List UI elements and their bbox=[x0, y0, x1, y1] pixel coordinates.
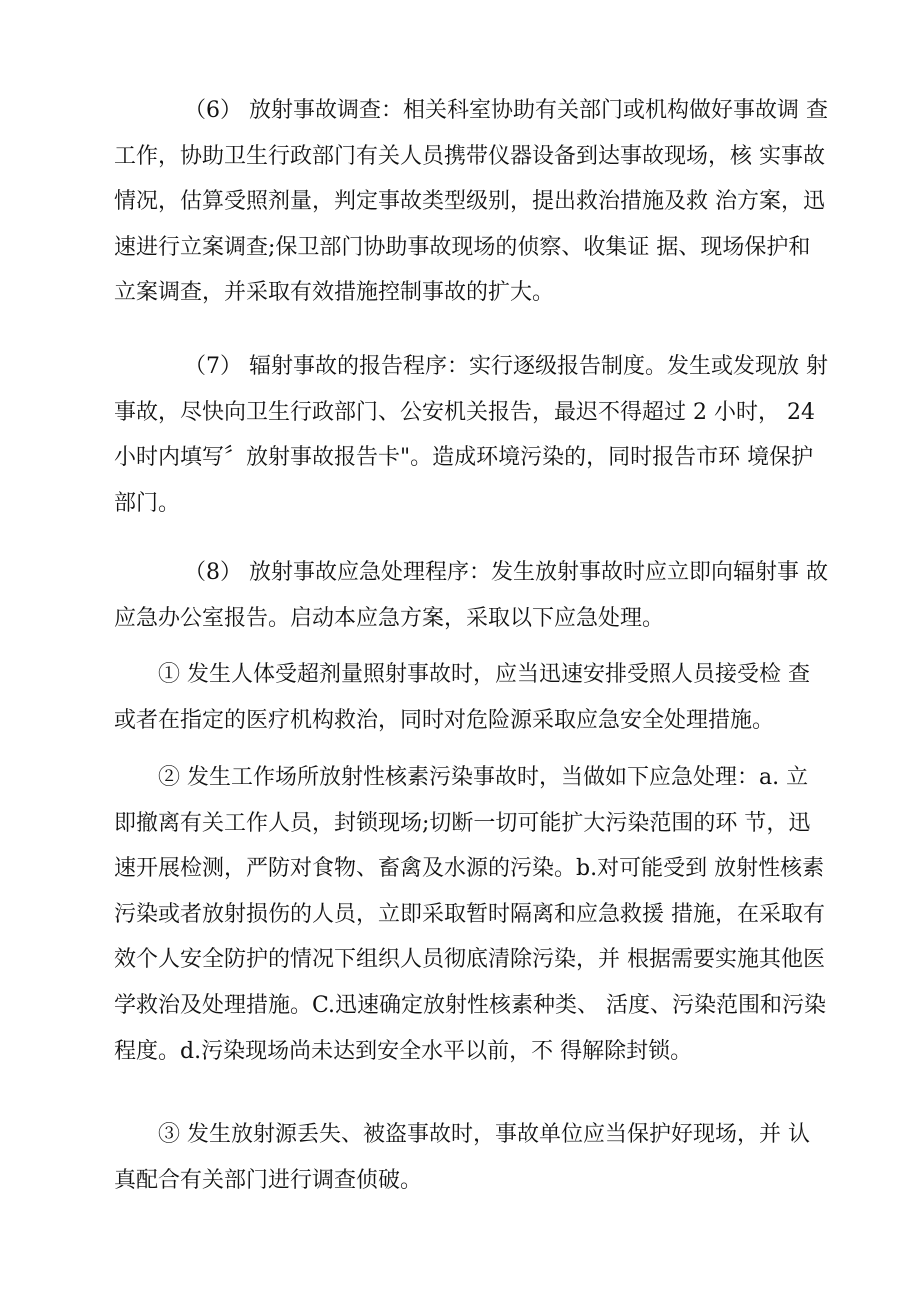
paragraph-item-8-1 bbox=[114, 652, 814, 743]
text-line: 情况，估算受照剂量，判定事故类型级别，提出救治措施及救 治方案，迅 bbox=[114, 189, 825, 215]
paragraph-item-7 bbox=[114, 344, 828, 526]
text-line: （7） 辐射事故的报告程序：实行逐级报告制度。发生或发现放 射 bbox=[184, 354, 828, 379]
text-line: 工作，协助卫生行政部门有关人员携带仪器设备到达事故现场，核 实事故 bbox=[114, 143, 825, 169]
text-line: 应急办公室报告。启动本应急方案，采取以下应急处理。 bbox=[114, 605, 665, 631]
paragraph-item-8-3 bbox=[114, 1112, 814, 1203]
text-line: ② 发生工作场所放射性核素污染事故时，当做如下应急处理：a. 立 bbox=[158, 765, 809, 790]
text-line: 效个人安全防护的情况下组织人员彻底清除污染，并 根据需要实施其他医 bbox=[114, 947, 825, 973]
text-line: 污染或者放射损伤的人员，立即采取暂时隔离和应急救援 措施，在采取有 bbox=[114, 901, 825, 927]
paragraph-item-6 bbox=[114, 88, 828, 316]
text-line: 即撤离有关工作人员，封锁现场;切断一切可能扩大污染范围的环 节，迅 bbox=[114, 810, 811, 836]
paragraph-item-8 bbox=[114, 550, 828, 641]
text-line: ③ 发生放射源丢失、被盗事故时，事故单位应当保护好现场，并 认 bbox=[158, 1122, 810, 1147]
text-line: ① 发生人体受超剂量照射事故时，应当迅速安排受照人员接受检 查 bbox=[158, 662, 810, 687]
text-line: 立案调查，并采取有效措施控制事故的扩大。 bbox=[114, 280, 555, 306]
text-line: 或者在指定的医疗机构救治，同时对危险源采取应急安全处理措施。 bbox=[114, 707, 775, 733]
text-line: （6） 放射事故调查：相关科室协助有关部门或机构做好事故调 查 bbox=[184, 98, 828, 123]
text-line: 小时内填写〞放射事故报告卡"。造成环境污染的，同时报告市环 境保护 bbox=[114, 445, 814, 471]
text-line: 真配合有关部门进行调查侦破。 bbox=[114, 1167, 423, 1193]
paragraph-item-8-2 bbox=[114, 755, 827, 1074]
text-line: 速开展检测，严防对食物、畜禽及水源的污染。b.对可能受到 放射性核素 bbox=[114, 856, 825, 882]
text-line: 部门。 bbox=[114, 490, 181, 516]
text-line: 学救治及处理措施。C.迅速确定放射性核素种类、 活度、污染范围和污染 bbox=[114, 992, 827, 1018]
text-line: 程度。d.污染现场尚未达到安全水平以前，不 得解除封锁。 bbox=[114, 1038, 693, 1064]
text-line: 速进行立案调查;保卫部门协助事故现场的侦察、收集证 据、现场保护和 bbox=[114, 234, 811, 260]
text-line: （8） 放射事故应急处理程序：发生放射事故时应立即向辐射事 故 bbox=[184, 560, 828, 585]
text-line: 事故，尽快向卫生行政部门、公安机关报告，最迟不得超过 2 小时， 24 bbox=[114, 399, 815, 425]
